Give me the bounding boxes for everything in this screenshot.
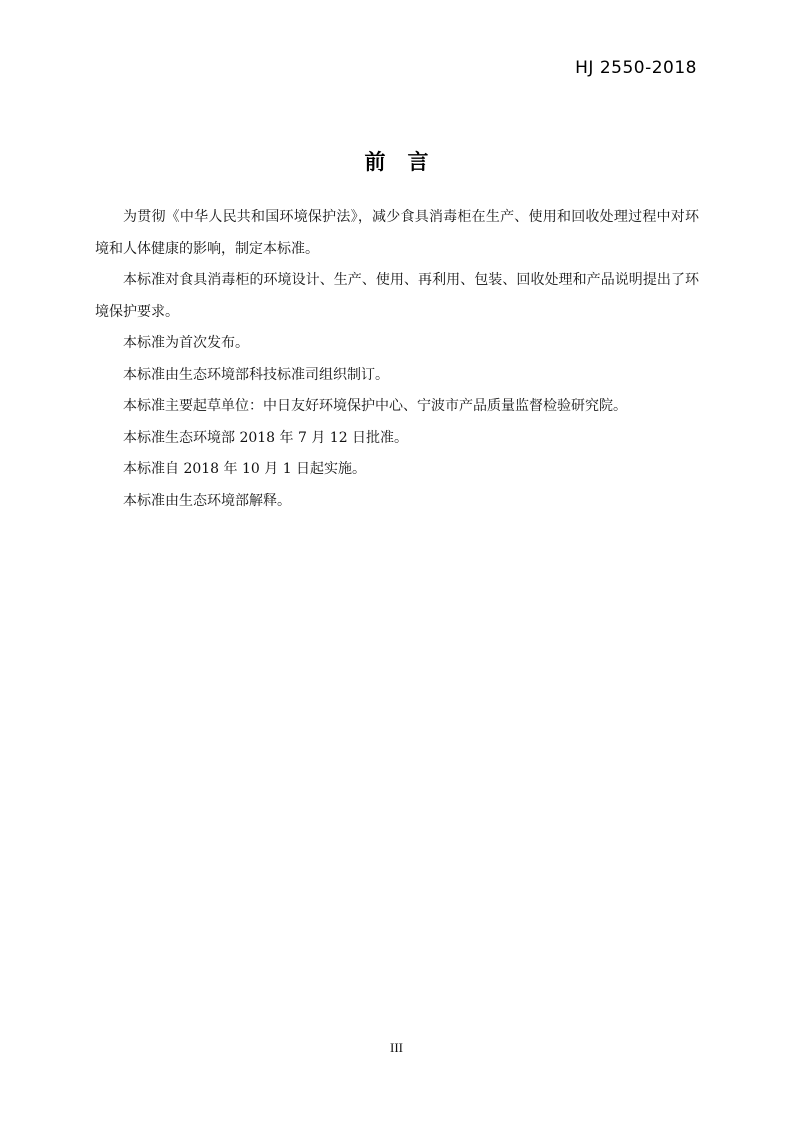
paragraph-interpretation: 本标准由生态环境部解释。 [123, 492, 291, 509]
paragraph-drafting-units: 本标准主要起草单位：中日友好环境保护中心、宁波市产品质量监督检验研究院。 [123, 398, 627, 414]
paragraph-effective-date: 本标准自 2018 年 10 月 1 日起实施。 [123, 461, 367, 477]
paragraph-scope: 本标准对食具消毒柜的环境设计、生产、使用、再利用、包装、回收处理和产品说明提出了环境保护要求。 [95, 272, 699, 320]
paragraph-approval-date: 本标准生态环境部 2018 年 7 月 12 日批准。 [123, 429, 409, 446]
paragraph-first-release: 本标准为首次发布。 [123, 335, 249, 351]
paragraph-organizer: 本标准由生态环境部科技标准司组织制订。 [123, 366, 389, 383]
page-title: 前言 [364, 150, 451, 174]
paragraph-purpose: 为贯彻《中华人民共和国环境保护法》，减少食具消毒柜在生产、使用和回收处理过程中对环境和人体健康的影响，制定本标准。 [95, 209, 699, 257]
foreword-body [95, 202, 699, 517]
document-code: HJ 2550-2018 [575, 58, 697, 78]
page-number: III [390, 1040, 403, 1055]
